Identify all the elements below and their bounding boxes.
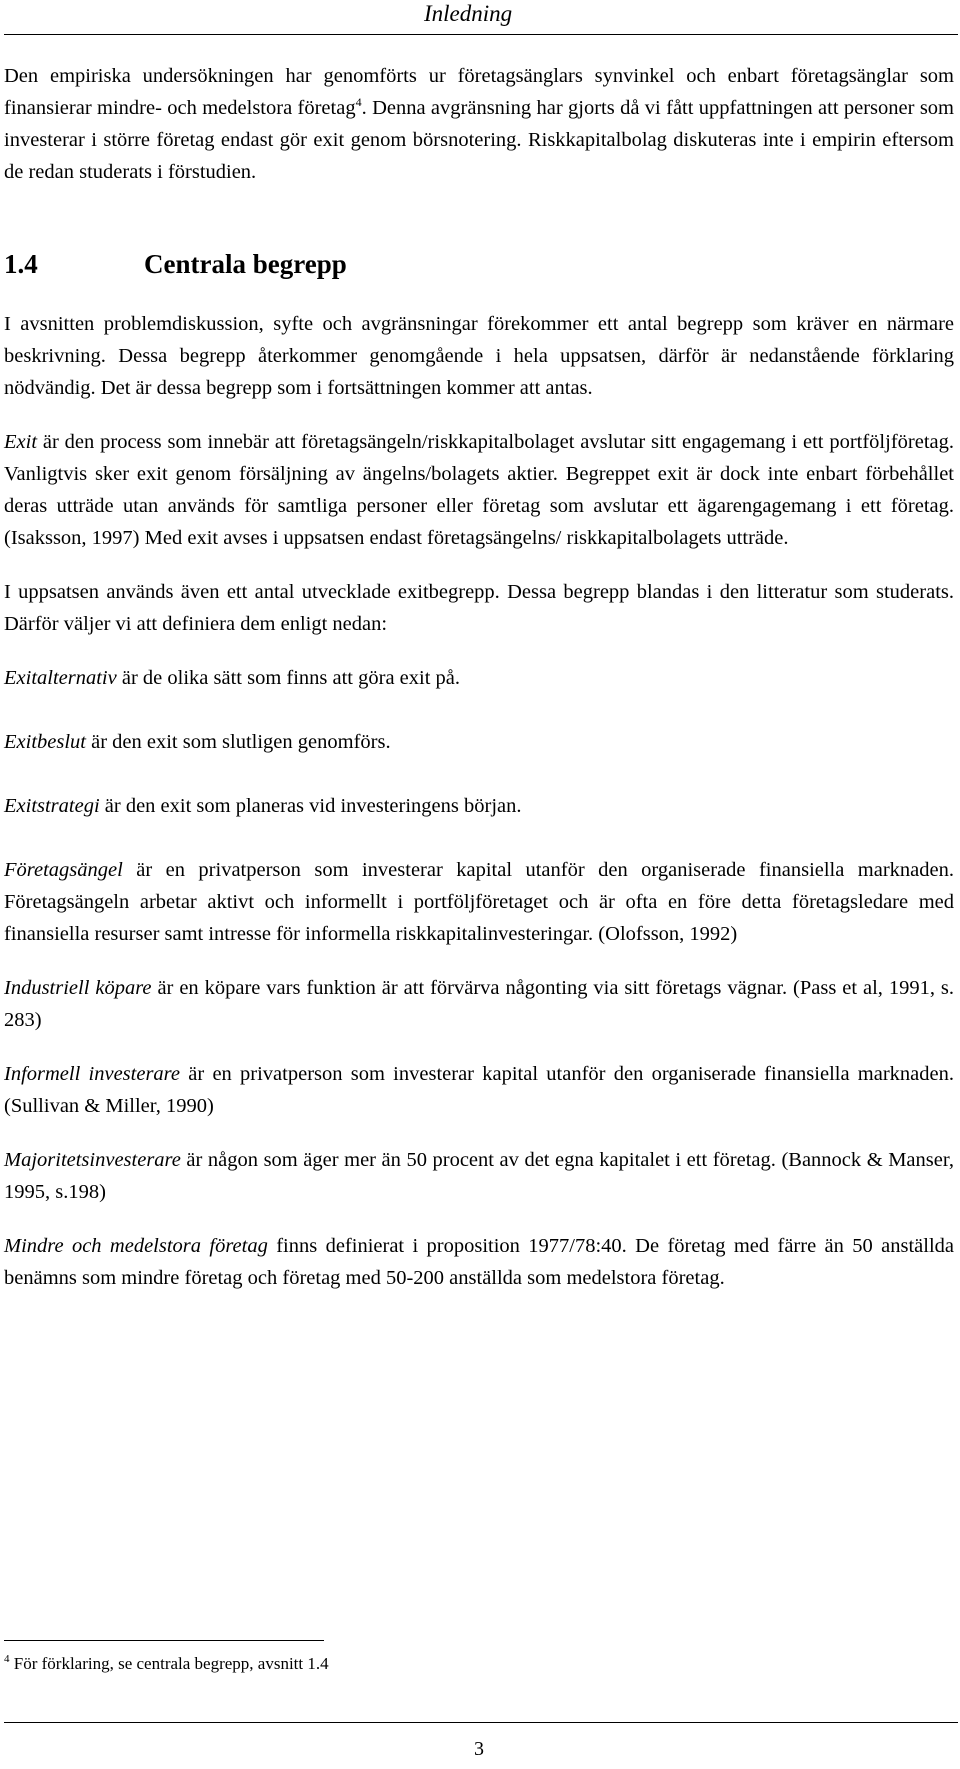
definition-text: är en köpare vars funktion är att förvärva någonting via sitt företags vägnar. (Pass et al, 1991, s. 283) [4, 977, 954, 1031]
footer-divider [4, 1722, 958, 1723]
exit-definition-paragraph [4, 426, 954, 554]
definition-text: är en privatperson som investerar kapital utanför den organiserade finansiella marknaden. Företagsängeln arbetar aktivt och informellt i portföljföretaget och är ofta en före detta företagsledare med finansiella resurser samt intresse för informella riskkapitalinvesteringar. (Olofsson, 1992) [4, 859, 954, 945]
definition-industriell-kopare [4, 972, 954, 1036]
exitbegrepp-paragraph: I uppsatsen används även ett antal utvecklade exitbegrepp. Dessa begrepp blandas i den litteratur som studerats. Därför väljer vi att definiera dem enligt nedan: [4, 581, 954, 635]
section-heading [4, 246, 954, 282]
definition-text: är en privatperson som investerar kapital utanför den organiserade finansiella marknaden. (Sullivan & Miller, 1990) [4, 1063, 954, 1117]
definition-informell-investerare [4, 1058, 954, 1122]
intro-paragraph [4, 60, 954, 188]
section-title: Centrala begrepp [144, 249, 347, 279]
footnote-text: För förklaring, se centrala begrepp, avsnitt 1.4 [9, 1654, 329, 1673]
intro-text-after: . Denna avgränsning har gjorts då vi fått uppfattningen att personer som investerar i större företag endast gör exit genom börsnotering. Riskkapitalbolag diskuteras inte i empirin eftersom de redan studerats i förstudien. [4, 97, 954, 183]
definition-text: är den exit som planeras vid investeringens början. [99, 795, 522, 817]
definition-term: Exitstrategi [4, 795, 100, 817]
intro-text-before: Den empiriska undersökningen har genomförts ur företagsänglars synvinkel och enbart företagsänglar som finansierar mindre- och medelstora företag [4, 65, 954, 119]
definition-term: Exitbeslut [4, 731, 86, 753]
definition-text-exit: är den process som innebär att företagsängeln/riskkapitalbolaget avslutar sitt engagemang i ett portföljföretag. Vanligtvis sker exit genom försäljning av ängelns/bolagets aktier. Begreppet exit är dock inte enbart förbehållet deras utträde utan används för samtliga personer eller företag som avslutar ett ägarengagemang i ett företag. (Isaksson, 1997) Med exit avses i uppsatsen endast företagsängelns/ riskkapitalbolagets utträde. [4, 431, 954, 549]
definition-mindre-medelstora-foretag [4, 1230, 954, 1294]
section-number: 1.4 [4, 249, 38, 279]
definition-term: Industriell köpare [4, 977, 152, 999]
page-number: 3 [474, 1738, 484, 1760]
definition-exitalternativ [4, 662, 954, 694]
footnote-reference[interactable]: 4 [355, 95, 362, 109]
definition-term: Företagsängel [4, 859, 123, 881]
definition-term: Informell investerare [4, 1063, 181, 1085]
definition-text: är den exit som slutligen genomförs. [85, 731, 391, 753]
definition-exitstrategi [4, 790, 954, 822]
definition-text: finns definierat i proposition 1977/78:40. De företag med färre än 50 anställda benämns som mindre företag och företag med 50-200 anställda som medelstora företag. [4, 1235, 954, 1289]
definition-exitbeslut [4, 726, 954, 758]
running-header [4, 0, 958, 35]
definition-text: är de olika sätt som finns att göra exit på. [116, 667, 461, 689]
page-content [4, 60, 954, 1316]
footnote [4, 1652, 329, 1676]
definition-term: Majoritetsinvesterare [4, 1149, 181, 1171]
definition-majoritetsinvesterare [4, 1144, 954, 1208]
footnote-divider [4, 1640, 324, 1641]
definition-term: Mindre och medelstora företag [4, 1235, 268, 1257]
definition-term: Exitalternativ [4, 667, 117, 689]
document-page [4, 0, 958, 1769]
definition-foretagsangel [4, 854, 954, 950]
footnote-number: 4 [4, 1653, 10, 1665]
definition-term-exit: Exit [4, 431, 38, 453]
header-title: Inledning [424, 1, 513, 26]
section-intro-paragraph: I avsnitten problemdiskussion, syfte och avgränsningar förekommer ett antal begrepp som kräver en närmare beskrivning. Dessa begrepp återkommer genomgående i hela uppsatsen, därför är nedanstående förklaring nödvändig. Det är dessa begrepp som i fortsättningen kommer att antas. [4, 313, 954, 399]
definition-text: är någon som äger mer än 50 procent av det egna kapitalet i ett företag. (Bannock & Manser, 1995, s.198) [4, 1149, 954, 1203]
